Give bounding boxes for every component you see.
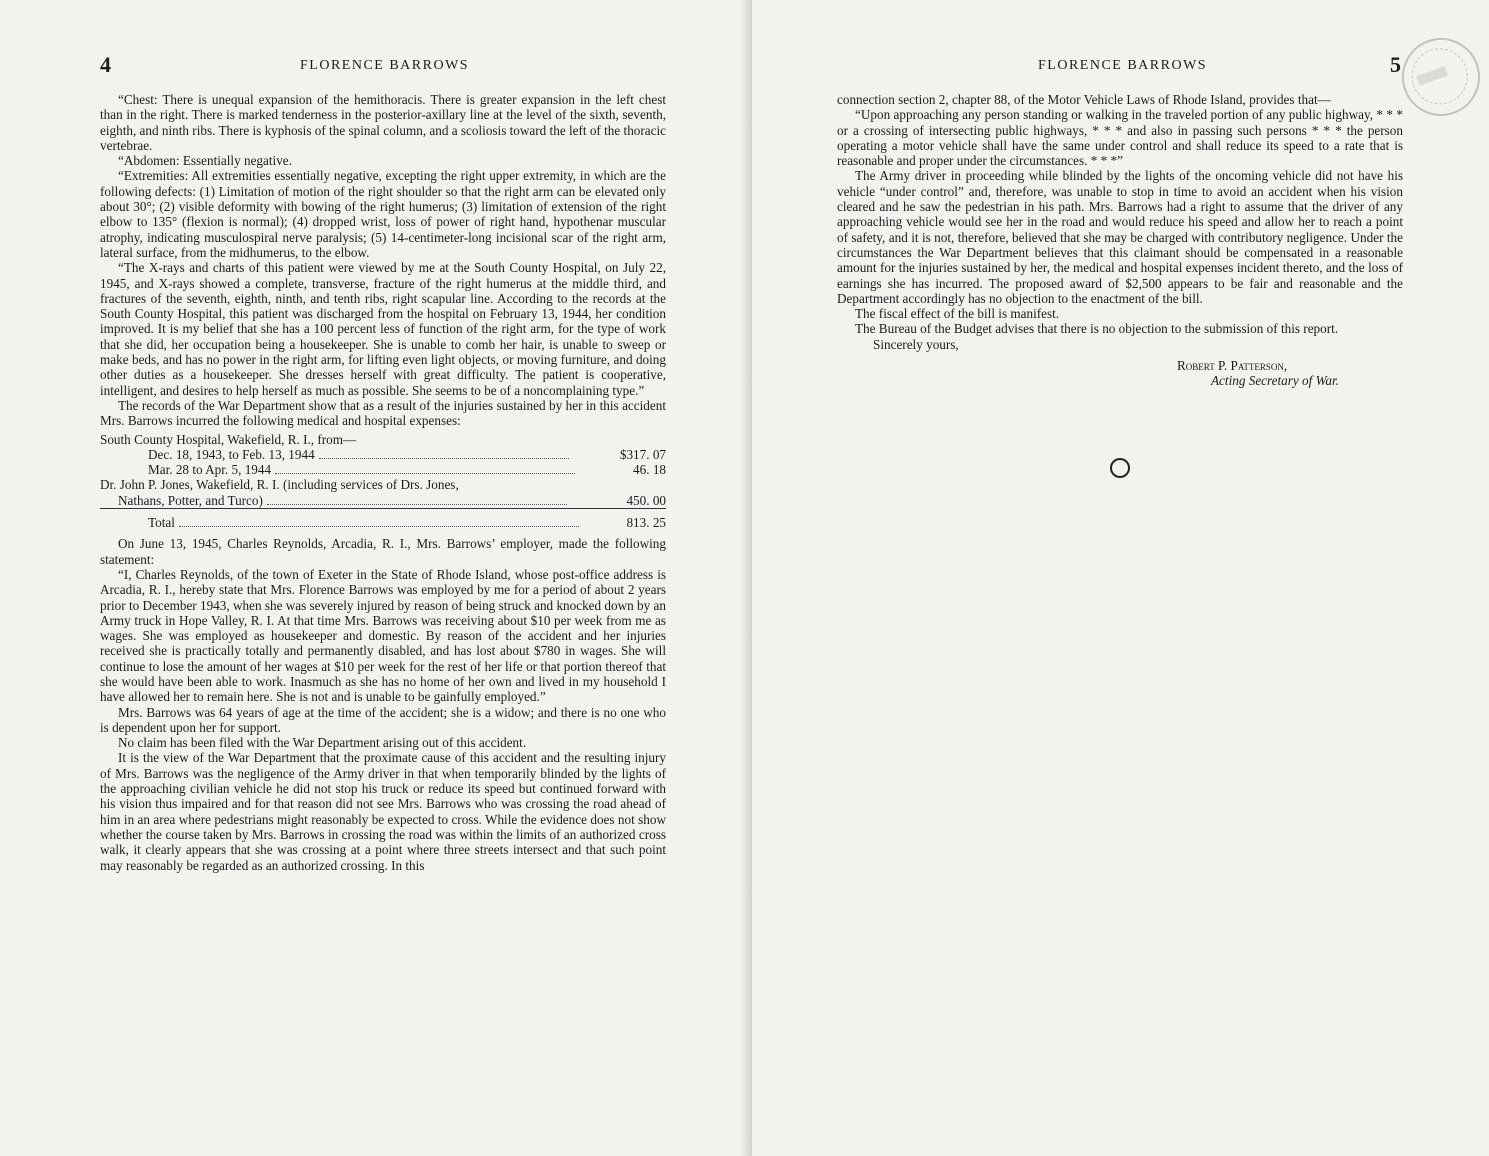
punch-hole-icon [1110, 458, 1130, 478]
left-body-text [100, 92, 666, 873]
expense-desc: Mar. 28 to Apr. 5, 1944 [148, 462, 272, 478]
table-row [100, 447, 666, 462]
paragraph: “Chest: There is unequal expansion of the hemithoracis. There is greater expansion in the left chest than in the right. There is marked tenderness in the posterior-axillary line at the level of the sixth, seventh, eighth, and ninth ribs. There is kyphosis of the spinal column, and a scoliosis toward the left of the thoracic vertebrae. [100, 92, 666, 153]
expense-total-label: Total [148, 515, 175, 531]
table-row [100, 477, 666, 492]
table-row [100, 515, 666, 530]
paragraph: It is the view of the War Department that the proximate cause of this accident and the resulting injury of Mrs. Barrows was the negligence of the Army driver in that when temporarily blinded by the lights of the approaching civilian vehicle he did not stop his truck or reduce its speed but continued forward with his vision thus impaired and for that reason did not see Mrs. Barrows who was crossing the road ahead of him in an area where pedestrians might reasonably be expected to cross. While the evidence does not show whether the course taken by Mrs. Barrows in crossing the road was within the limits of an authorized cross walk, it clearly appears that she was crossing at a point where three streets intersect and that such point may reasonably be regarded as an authorized crossing. In this [100, 750, 666, 873]
expense-total-amount: 813. 25 [626, 515, 666, 531]
right-page [752, 0, 1489, 1156]
page-number: 4 [100, 52, 111, 77]
expense-doctor-line2: Nathans, Potter, and Turco) [118, 492, 263, 508]
paragraph: Sincerely yours, [873, 336, 959, 352]
paragraph: Mrs. Barrows was 64 years of age at the time of the accident; she is a widow; and there is no one who is dependent upon her for support. [100, 704, 666, 735]
page-number: 5 [1390, 52, 1401, 77]
paragraph: “Extremities: All extremities essentially negative, excepting the right upper extremity, in which are the following defects: (1) Limitation of motion of the right shoulder so that the right arm can be elevated only about 30°; (2) visible deformity with bowing of the right humerus; (3) limitation of extension of the right elbow to 135° (flexion is normal); (4) dropped wrist, loss of power of right hand, hypothenar muscular atrophy, indicating musculospiral nerve paralysis; (5) 14-centimeter-long incisional scar of the right arm, lateral surface, from the midhumerus, to the elbow. [100, 168, 666, 260]
signature-block [837, 358, 1403, 389]
paragraph: “The X-rays and charts of this patient were viewed by me at the South County Hospital, on July 22, 1945, and X-rays showed a complete, transverse, fracture of the right humerus at the middle third, and fractures of the seventh, eighth, ninth, and tenth ribs, right scapular line. According to the records at the South County Hospital, this patient was discharged from the hospital on February 13, 1944, her condition improved. It is my belief that she has a 100 percent less of function of the right arm, for the type of work that she did, her occupation being a housekeeper. She is unable to comb her hair, is unable to sweep or make beds, and has no power in the right arm, for lifting even light objects, or moving furniture, and doing other duties as a housekeeper. She dresses herself with great difficulty. The patient is cooperative, intelligent, and desires to help herself as much as possible. She seems to be of a noncomplaining type.” [100, 260, 666, 398]
signature-title: Acting Secretary of War. [1211, 373, 1339, 389]
expense-amount: 450. 00 [626, 492, 666, 508]
expense-amount: $317. 07 [619, 446, 666, 462]
expense-amount: 46. 18 [633, 462, 666, 478]
expense-hospital-label: South County Hospital, Wakefield, R. I., from— [100, 431, 357, 447]
table-row [100, 432, 666, 447]
table-row [100, 462, 666, 477]
paragraph: connection section 2, chapter 88, of the Motor Vehicle Laws of Rhode Island, provides that— [837, 92, 1331, 107]
paragraph: The Army driver in proceeding while blinded by the lights of the oncoming vehicle did not have his vehicle “under control” and, therefore, was unable to stop in time to avoid an accident when his vision cleared and he saw the pedestrian in his path. Mrs. Barrows had a right to assume that the driver of any approaching vehicle would see her in the road and would reduce his speed and allow her to reach a point of safety, and it is not, therefore, believed that she may be charged with contributory negligence. Under the circumstances the War Department believes that this claimant should be compensated in a reasonable amount for the injuries sustained by her, the medical and hospital expenses incident thereto, and the loss of earnings she has incurred. The proposed award of $2,500 appears to be fair and reasonable and the Department accordingly has no objection to the enactment of the bill. [837, 168, 1403, 306]
paragraph: “Abdomen: Essentially negative. [118, 153, 292, 169]
paragraph: No claim has been filed with the War Department arising out of this accident. [118, 735, 527, 751]
paragraph: “I, Charles Reynolds, of the town of Exeter in the State of Rhode Island, whose post-office address is Arcadia, R. I., hereby state that Mrs. Florence Barrows was employed by me for a period of about 2 years prior to December 1943, when she was severely injured by reason of being struck and knocked down by an Army truck in Hope Valley, R. I. At that time Mrs. Barrows was receiving about $10 per week from me as wages. She was employed as housekeeper and domestic. By reason of the accident and her injuries received she is practically totally and permanently disabled, and has lost about $780 in wages. She will continue to lose the amount of her wages at $10 per week for the rest of her life or that portion thereof that she would have been able to work. Inasmuch as she has no home of her own and lived in my household I have allowed her to remain here. She is not and is unable to be gainfully employed.” [100, 566, 666, 705]
signature-name: Robert P. Patterson, [1177, 358, 1288, 374]
running-head: FLORENCE BARROWS [300, 58, 470, 73]
paragraph: “Upon approaching any person standing or walking in the traveled portion of any public highway, * * * or a crossing of intersecting public highways, * * * and also in passing such persons * * * the person operating a motor vehicle shall have the same under control and shall reduce its speed to a rate that is reasonable and proper under the circumstances. * * *” [837, 107, 1403, 169]
expense-doctor-line1: Dr. John P. Jones, Wakefield, R. I. (including services of Drs. Jones, [100, 477, 459, 493]
paragraph: The records of the War Department show that as a result of the injuries sustained by her in this accident Mrs. Barrows incurred the following medical and hospital expenses: [100, 397, 666, 429]
right-body-text [837, 92, 1403, 389]
paragraph: The fiscal effect of the bill is manifest. [855, 306, 1060, 322]
paragraph: The Bureau of the Budget advises that there is no objection to the submission of this report. [855, 321, 1339, 337]
paragraph: On June 13, 1945, Charles Reynolds, Arcadia, R. I., Mrs. Barrows’ employer, made the following statement: [100, 536, 666, 567]
expense-desc: Dec. 18, 1943, to Feb. 13, 1944 [148, 446, 315, 462]
running-head: FLORENCE BARROWS [1038, 58, 1208, 73]
table-row [100, 493, 666, 509]
expense-table [100, 432, 666, 531]
